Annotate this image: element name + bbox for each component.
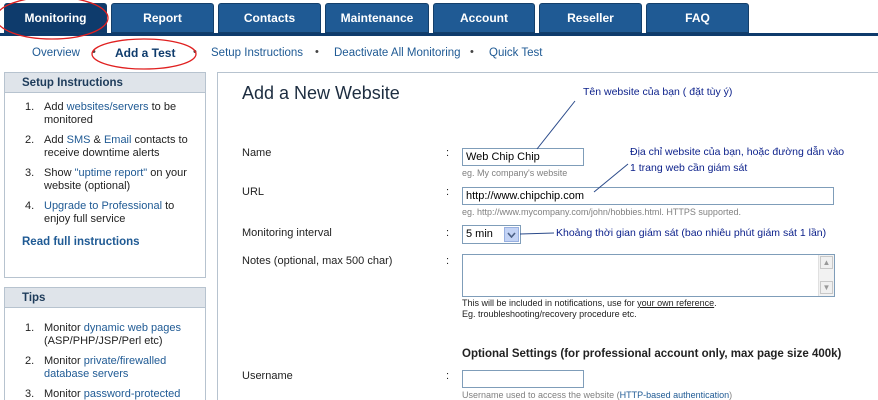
private-firewalled-link[interactable]: private/firewalled database servers — [44, 355, 167, 380]
annotation-url-line1: Địa chỉ website của bạn, hoặc đường dẫn vào — [630, 146, 845, 158]
list-text: Monitor — [44, 322, 84, 334]
sms-link[interactable]: SMS — [66, 134, 91, 146]
tab-faq[interactable]: FAQ — [646, 3, 749, 33]
tab-maintenance[interactable]: Maintenance — [325, 3, 429, 33]
list-item — [25, 200, 201, 226]
list-item — [25, 322, 201, 348]
list-number: 2. — [25, 355, 35, 367]
sub-navigation — [0, 36, 878, 72]
list-text: on your website (optional) — [44, 167, 187, 192]
colon: : — [446, 255, 450, 267]
url-input[interactable]: http://www.chipchip.com — [462, 187, 834, 205]
tab-reseller[interactable]: Reseller — [539, 3, 642, 33]
email-link[interactable]: Email — [103, 134, 132, 146]
subnav-separator: • — [315, 46, 319, 58]
url-hint: eg. http://www.mycompany.com/john/hobbies.html. HTTPS supported. — [462, 207, 741, 217]
password-protected-link[interactable]: password-protected — [83, 388, 181, 400]
list-text: Monitor — [44, 388, 84, 400]
main-tab-bar — [0, 0, 878, 36]
list-text: Show — [44, 167, 75, 179]
subnav-separator: • — [193, 46, 197, 58]
scroll-up-icon[interactable]: ▲ — [820, 256, 833, 269]
tips-heading: Tips — [5, 288, 205, 308]
list-item — [25, 101, 201, 127]
subnav-add-a-test[interactable]: Add a Test — [115, 46, 176, 60]
annotation-interval: Khoảng thời gian giám sát (bao nhiêu phút giám sát 1 lần) — [556, 227, 827, 239]
name-hint: eg. My company's website — [462, 168, 568, 178]
setup-instructions-box — [4, 72, 206, 278]
notes-label: Notes (optional, max 500 char) — [242, 255, 393, 267]
scroll-down-icon[interactable]: ▼ — [820, 281, 833, 294]
username-hint-text: Username used to access the website ( — [462, 390, 620, 400]
name-label: Name — [242, 147, 272, 159]
setup-instructions-list — [5, 93, 205, 226]
list-item — [25, 355, 201, 381]
page-title: Add a New Website — [242, 83, 400, 103]
list-number: 4. — [25, 200, 35, 212]
username-label: Username — [242, 370, 293, 382]
monitoring-interval-select[interactable] — [462, 225, 521, 244]
tab-account[interactable]: Account — [433, 3, 535, 33]
notes-description-text: . — [714, 298, 717, 308]
notes-example: Eg. troubleshooting/recovery procedure etc. — [462, 309, 637, 319]
list-number: 1. — [25, 101, 35, 113]
list-text: (ASP/PHP/JSP/Perl etc) — [44, 335, 163, 347]
list-text: Add — [44, 101, 67, 113]
annotation-url-line2: 1 trang web cần giám sát — [630, 162, 748, 174]
subnav-setup-instructions[interactable]: Setup Instructions — [211, 47, 304, 59]
list-item — [25, 134, 201, 160]
notes-description — [462, 298, 717, 309]
read-full-instructions-link[interactable]: Read full instructions — [22, 236, 140, 248]
subnav-overview[interactable]: Overview — [32, 47, 80, 59]
optional-settings-heading: Optional Settings (for professional account only, max page size 400k) — [462, 348, 842, 360]
name-input[interactable]: Web Chip Chip — [462, 148, 584, 166]
http-auth-link[interactable]: HTTP-based authentication — [619, 390, 730, 400]
username-input[interactable] — [462, 370, 584, 388]
subnav-separator: • — [92, 46, 96, 58]
dynamic-web-pages-link[interactable]: dynamic web pages — [83, 322, 181, 334]
list-number: 2. — [25, 134, 35, 146]
colon: : — [446, 147, 450, 159]
tips-list — [5, 308, 205, 400]
list-number: 3. — [25, 167, 35, 179]
colon: : — [446, 227, 450, 239]
annotation-name: Tên website của bạn ( đặt tùy ý) — [583, 86, 733, 98]
list-item — [25, 388, 201, 400]
notes-scrollbar[interactable] — [818, 255, 834, 296]
colon: : — [446, 186, 450, 198]
monitoring-interval-label: Monitoring interval — [242, 227, 332, 239]
list-text: Add — [44, 134, 67, 146]
notes-textarea[interactable] — [462, 254, 835, 297]
setup-instructions-heading: Setup Instructions — [5, 73, 205, 93]
subnav-deactivate-all-monitoring[interactable]: Deactivate All Monitoring — [334, 47, 461, 59]
subnav-separator: • — [470, 46, 474, 58]
list-text: Monitor — [44, 355, 84, 367]
url-label: URL — [242, 186, 265, 198]
notes-description-text: This will be included in notifications, use for — [462, 298, 638, 308]
list-item — [25, 167, 201, 193]
colon: : — [446, 370, 450, 382]
monitoring-interval-value: 5 min — [466, 228, 493, 240]
list-text: to be monitored — [44, 101, 177, 126]
your-own-reference-link[interactable]: your own reference — [637, 298, 715, 308]
tips-box — [4, 287, 206, 400]
uptime-report-link[interactable]: "uptime report" — [74, 167, 148, 179]
list-text: & — [90, 134, 104, 146]
upgrade-to-professional-link[interactable]: Upgrade to Professional — [44, 200, 163, 212]
username-hint-text: ) — [729, 390, 733, 400]
list-text: contacts to receive downtime alerts — [44, 134, 188, 159]
tab-monitoring[interactable]: Monitoring — [4, 3, 107, 33]
list-number: 1. — [25, 322, 35, 334]
subnav-quick-test[interactable]: Quick Test — [489, 47, 543, 59]
chevron-down-icon[interactable] — [504, 227, 519, 242]
websites-servers-link[interactable]: websites/servers — [66, 101, 149, 113]
list-text: to enjoy full service — [44, 200, 175, 225]
tab-report[interactable]: Report — [111, 3, 214, 33]
tab-contacts[interactable]: Contacts — [218, 3, 321, 33]
list-number: 3. — [25, 388, 35, 400]
username-hint — [462, 390, 732, 400]
